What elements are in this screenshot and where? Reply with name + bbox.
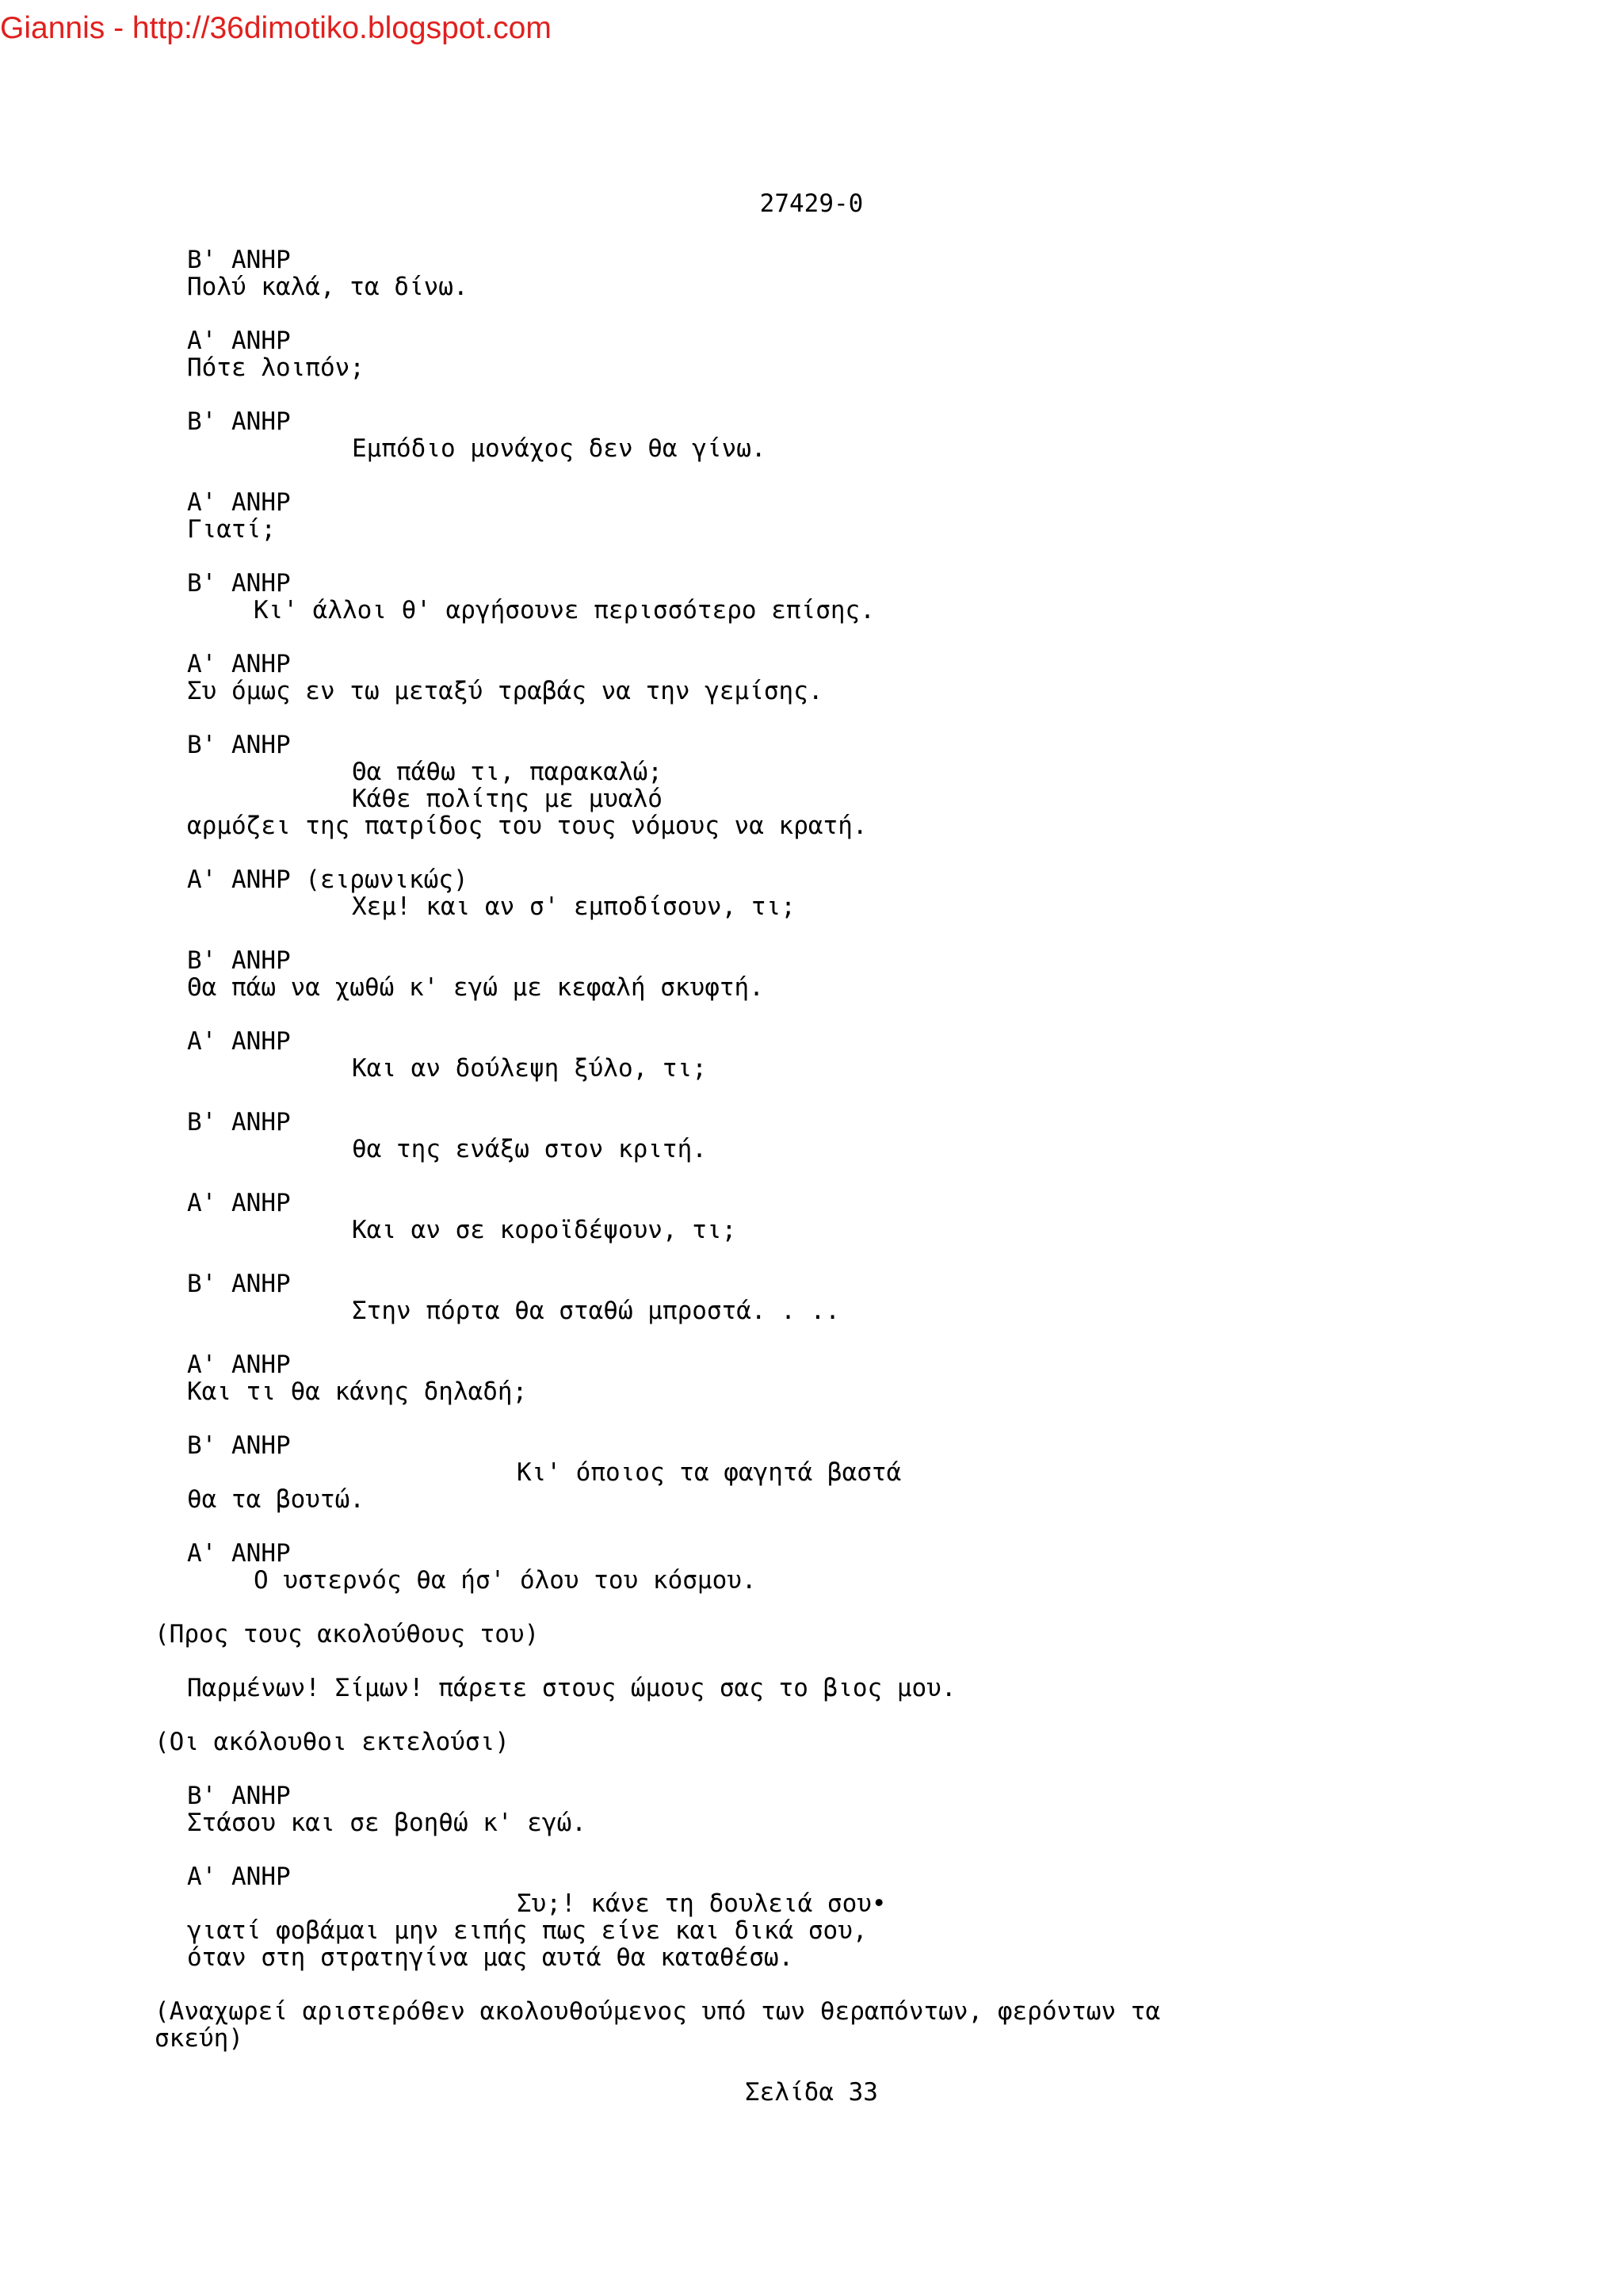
verse-line: γιατί φοβάμαι μην ειπής πως είνε και δικά σου, [187, 1916, 868, 1945]
speaker-label: Α' ΑΝΗΡ (ειρωνικώς) [187, 865, 468, 894]
verse-line: Εμπόδιο μονάχος δεν θα γίνω. [352, 434, 766, 463]
stage-direction: (Αναχωρεί αριστερόθεν ακολουθούμενος υπό των θεραπόντων, φερόντων τα [155, 1997, 1161, 2026]
document-code: 27429-0 [759, 189, 864, 218]
verse-line: Και αν δούλεψη ξύλο, τι; [352, 1054, 707, 1083]
verse-line: Συ;! κάνε τη δουλειά σου• [517, 1889, 887, 1918]
speaker-label: Α' ΑΝΗΡ [187, 1862, 291, 1891]
speaker-label: Β' ΑΝΗΡ [187, 569, 291, 598]
verse-line: Χεμ! και αν σ' εμποδίσουν, τι; [352, 892, 796, 921]
watermark: Giannis - http://36dimotiko.blogspot.com [0, 11, 552, 45]
verse-line: Κι' άλλοι θ' αργήσουνε περισσότερο επίσης. [254, 596, 875, 625]
verse-line: Πότε λοιπόν; [187, 353, 365, 382]
speaker-label: Α' ΑΝΗΡ [187, 650, 291, 678]
speaker-label: Β' ΑΝΗΡ [187, 1782, 291, 1810]
speaker-label: Β' ΑΝΗΡ [187, 731, 291, 759]
verse-line: Συ όμως εν τω μεταξύ τραβάς να την γεμίσης. [187, 677, 823, 705]
speaker-label: Α' ΑΝΗΡ [187, 1189, 291, 1217]
verse-line: Γιατί; [187, 515, 276, 544]
verse-line: Παρμένων! Σίμων! πάρετε στους ώμους σας το βιος μου. [187, 1674, 957, 1702]
verse-line: θα τα βουτώ. [187, 1485, 365, 1514]
verse-line: Ο υστερνός θα ήσ' όλου του κόσμου. [254, 1566, 757, 1595]
verse-line: Στην πόρτα θα σταθώ μπροστά. . .. [352, 1297, 840, 1325]
verse-line: Και αν σε κοροϊδέψουν, τι; [352, 1216, 737, 1244]
speaker-label: Β' ΑΝΗΡ [187, 1108, 291, 1137]
speaker-label: Α' ΑΝΗΡ [187, 327, 291, 355]
verse-line: Κάθε πολίτης με μυαλό [352, 785, 663, 813]
speaker-label: Β' ΑΝΗΡ [187, 1270, 291, 1298]
verse-line: Στάσου και σε βοηθώ κ' εγώ. [187, 1809, 586, 1837]
verse-line: Θα πάω να χωθώ κ' εγώ με κεφαλή σκυφτή. [187, 973, 764, 1002]
stage-direction: σκεύη) [155, 2024, 243, 2053]
verse-line: Θα πάθω τι, παρακαλώ; [352, 758, 663, 786]
speaker-label: Β' ΑΝΗΡ [187, 1431, 291, 1460]
verse-line: θα της ενάξω στον κριτή. [352, 1135, 707, 1163]
speaker-label: Α' ΑΝΗΡ [187, 1027, 291, 1056]
verse-line: αρμόζει της πατρίδος του τους νόμους να κρατή. [187, 812, 868, 840]
speaker-label: Α' ΑΝΗΡ [187, 1350, 291, 1379]
verse-line: Κι' όποιος τα φαγητά βαστά [517, 1458, 902, 1487]
speaker-label: Α' ΑΝΗΡ [187, 488, 291, 517]
verse-line: Και τι θα κάνης δηλαδή; [187, 1377, 528, 1406]
verse-line: Πολύ καλά, τα δίνω. [187, 273, 468, 301]
page-number: Σελίδα 33 [745, 2078, 878, 2107]
speaker-label: Β' ΑΝΗΡ [187, 246, 291, 274]
verse-line: όταν στη στρατηγίνα μας αυτά θα καταθέσω. [187, 1943, 794, 1972]
speaker-label: Α' ΑΝΗΡ [187, 1539, 291, 1568]
stage-direction: (Προς τους ακολούθους του) [155, 1620, 540, 1648]
stage-direction: (Οι ακόλουθοι εκτελούσι) [155, 1728, 510, 1756]
speaker-label: Β' ΑΝΗΡ [187, 946, 291, 975]
speaker-label: Β' ΑΝΗΡ [187, 407, 291, 436]
